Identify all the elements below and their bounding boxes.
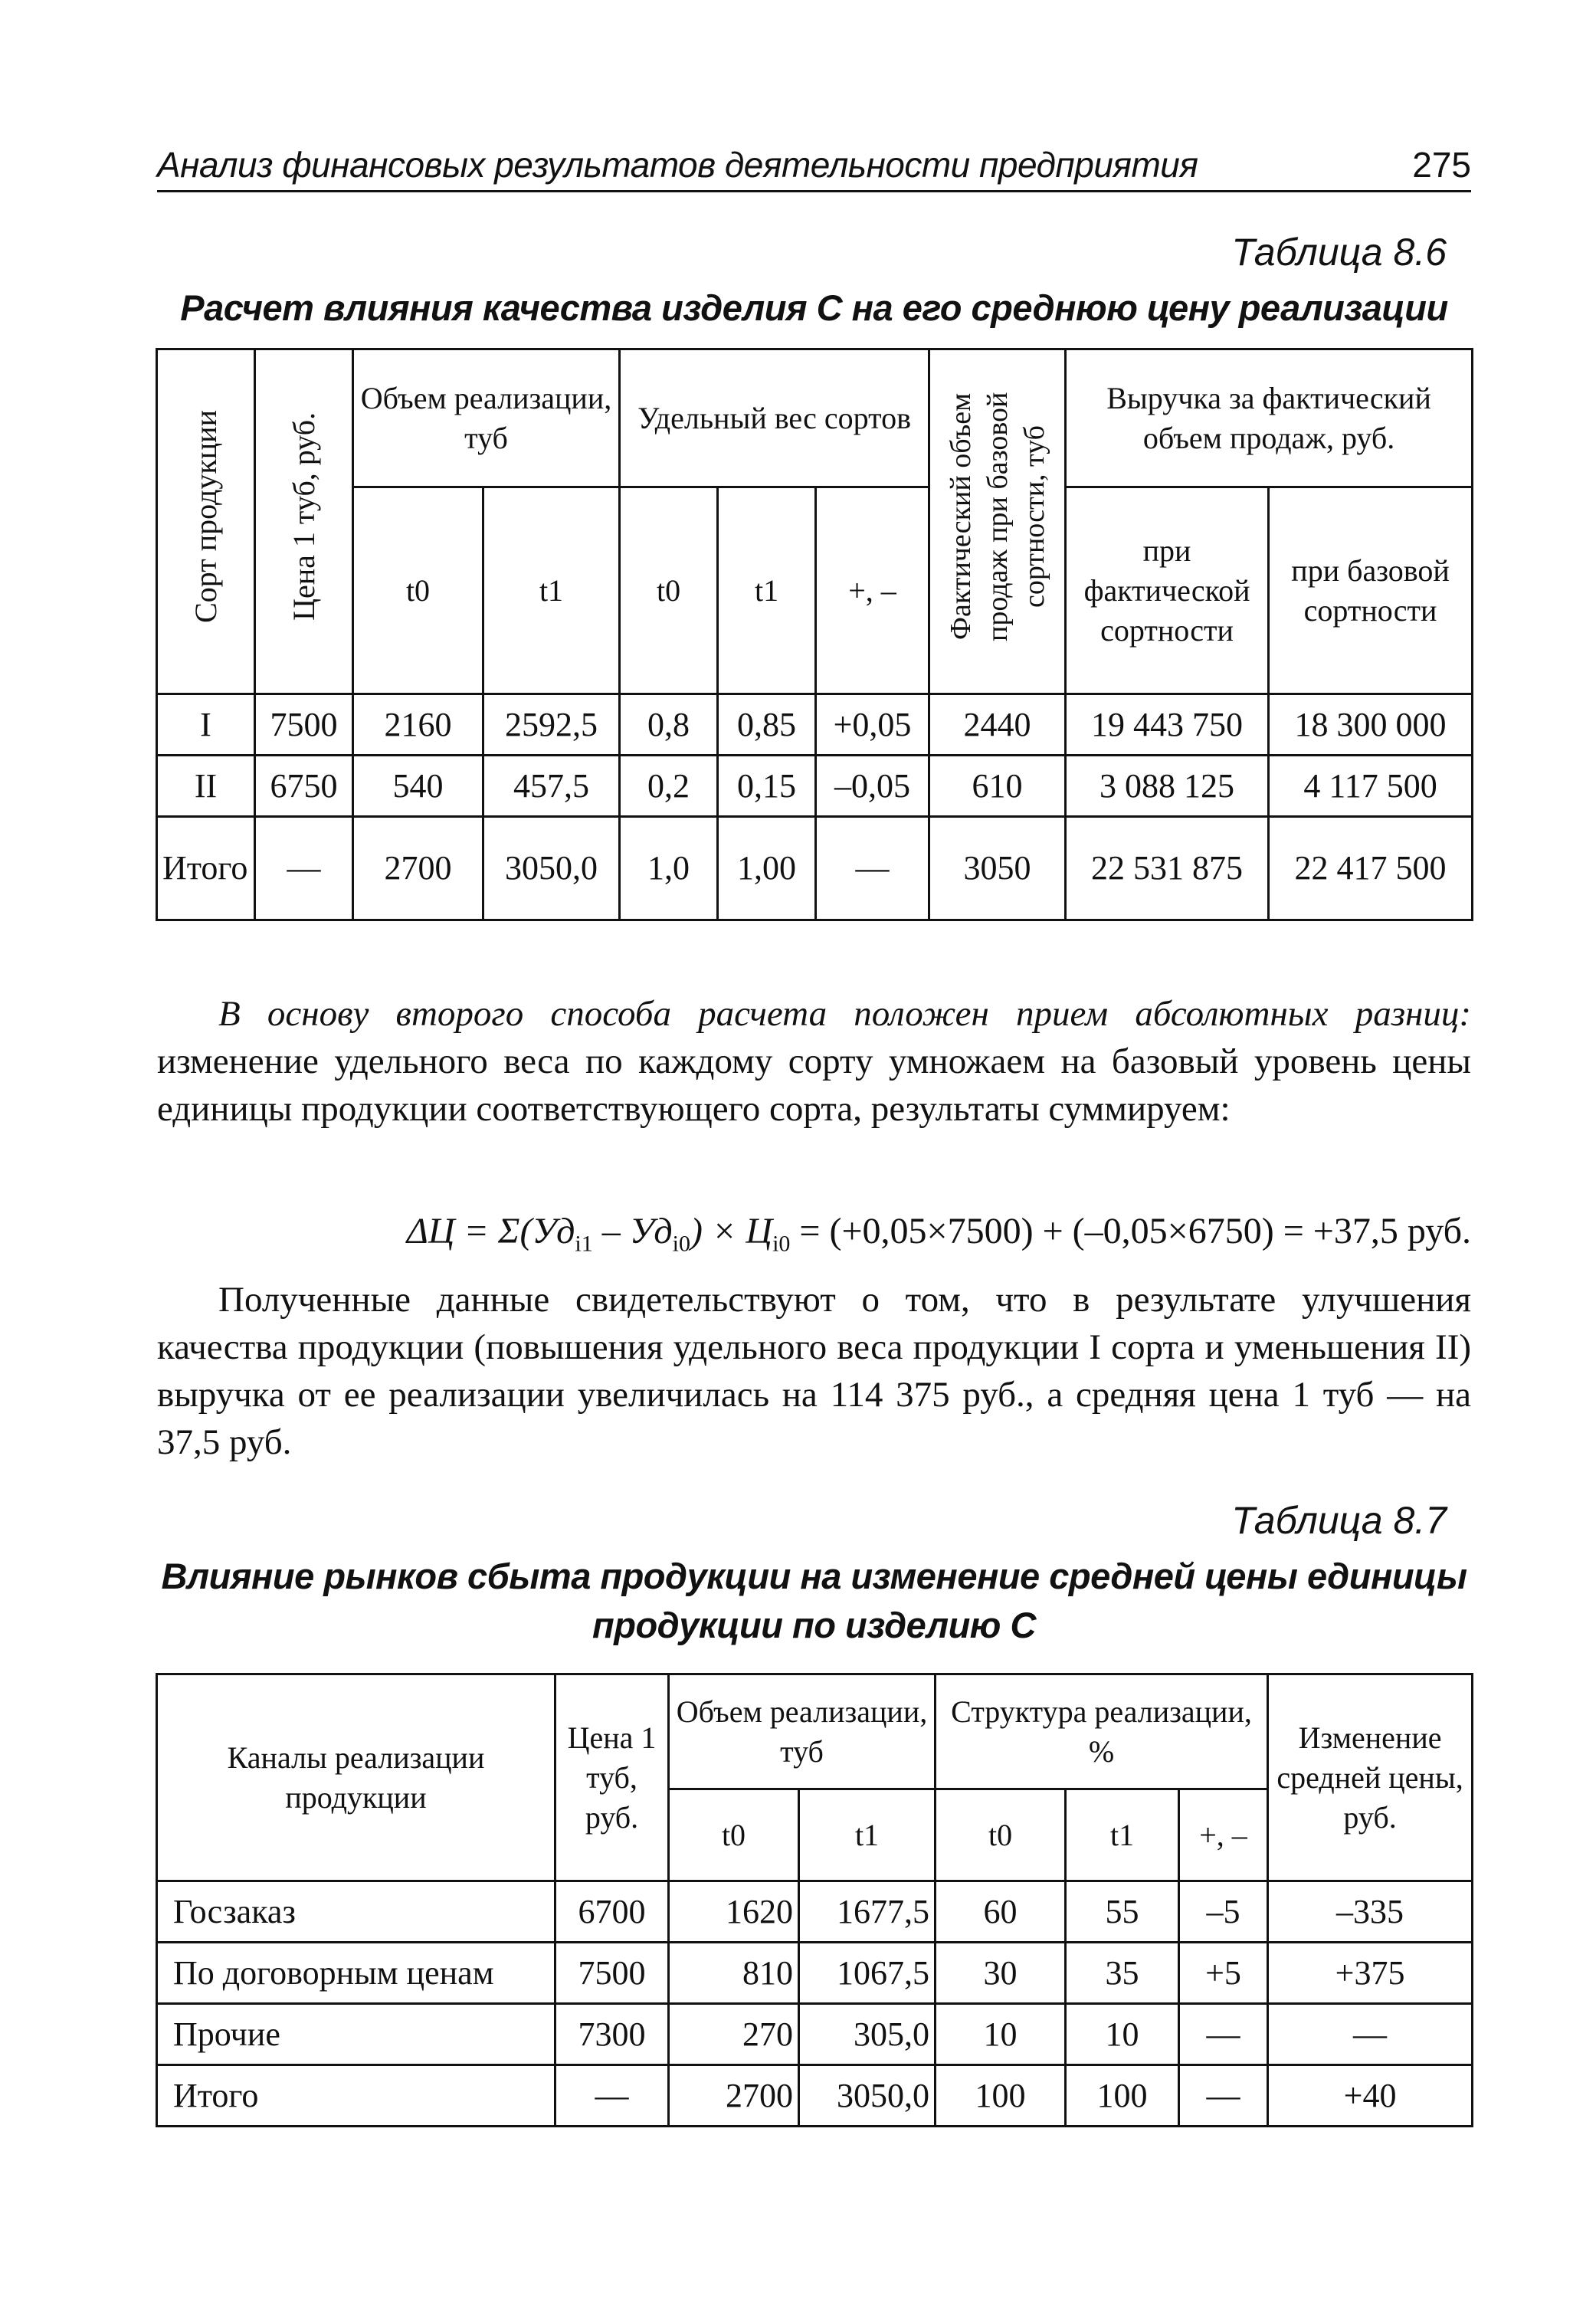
cell-volume-t0: 2700 bbox=[669, 2065, 799, 2127]
cell-price: 7300 bbox=[555, 2004, 669, 2065]
cell-structure-t0: 10 bbox=[936, 2004, 1066, 2065]
table-8-7 bbox=[156, 1673, 1473, 2127]
cell-rev-base: 18 300 000 bbox=[1269, 694, 1473, 756]
cell-rev-actual: 3 088 125 bbox=[1066, 756, 1269, 817]
formula bbox=[176, 1208, 1471, 1268]
paragraph-second-method bbox=[157, 990, 1471, 1133]
cell-structure-t0: 100 bbox=[936, 2065, 1066, 2127]
cell-actual-volume: 2440 bbox=[929, 694, 1066, 756]
cell-volume-t1: 305,0 bbox=[799, 2004, 936, 2065]
cell-share-t1: 0,85 bbox=[718, 694, 816, 756]
cell-volume-t1: 1677,5 bbox=[799, 1881, 936, 1943]
cell-share-delta: +0,05 bbox=[816, 694, 929, 756]
table-row bbox=[157, 1943, 1473, 2004]
table-8-6-caption: Расчет влияния качества изделия С на его среднюю цену реализации bbox=[180, 287, 1448, 328]
formula-sub: i1 bbox=[575, 1231, 593, 1257]
cell-volume-t1: 457,5 bbox=[483, 756, 620, 817]
formula-sub: i0 bbox=[672, 1231, 691, 1257]
cell-grade: II bbox=[157, 756, 255, 817]
table-row bbox=[157, 756, 1473, 817]
table-row bbox=[157, 694, 1473, 756]
table-8-7-caption bbox=[157, 1552, 1471, 1650]
cell-structure-t1: 35 bbox=[1066, 1943, 1179, 2004]
cell-price: 6750 bbox=[255, 756, 353, 817]
paragraph-body: изменение удельного веса по каждому сорту умножаем на базовый уровень цены единицы продукции соответствующего сорта, результаты суммируем: bbox=[157, 1041, 1471, 1129]
cell-structure-delta: –5 bbox=[1179, 1881, 1268, 1943]
cell-structure-t0: 60 bbox=[936, 1881, 1066, 1943]
cell-price: 7500 bbox=[255, 694, 353, 756]
cell-share-t0: 0,8 bbox=[620, 694, 718, 756]
table-8-7-caption-line1: Влияние рынков сбыта продукции на изменение средней цены единицы bbox=[161, 1556, 1467, 1596]
table-row-total bbox=[157, 2065, 1473, 2127]
cell-structure-t1: 10 bbox=[1066, 2004, 1179, 2065]
cell-change: +375 bbox=[1268, 1943, 1473, 2004]
cell-share-t1: 1,00 bbox=[718, 817, 816, 920]
table-row bbox=[157, 2004, 1473, 2065]
header-share-t0: t0 bbox=[620, 487, 718, 694]
header-structure-t1: t1 bbox=[1066, 1789, 1179, 1881]
table-8-7-label: Таблица 8.7 bbox=[1231, 1499, 1447, 1542]
table-row bbox=[157, 1881, 1473, 1943]
table-8-7-caption-line2: продукции по изделию С bbox=[592, 1605, 1036, 1645]
cell-share-t0: 1,0 bbox=[620, 817, 718, 920]
formula-mid: – Уд bbox=[592, 1211, 673, 1251]
cell-change: –335 bbox=[1268, 1881, 1473, 1943]
header-channel: Каналы реализации продукции bbox=[157, 1674, 555, 1881]
cell-volume-t1: 3050,0 bbox=[799, 2065, 936, 2127]
cell-grade: Итого bbox=[157, 817, 255, 920]
cell-volume-t1: 1067,5 bbox=[799, 1943, 936, 2004]
header-volume-t1: t1 bbox=[483, 487, 620, 694]
cell-rev-base: 4 117 500 bbox=[1269, 756, 1473, 817]
formula-mid2: ) × Ц bbox=[690, 1211, 773, 1251]
cell-actual-volume: 610 bbox=[929, 756, 1066, 817]
cell-rev-actual: 19 443 750 bbox=[1066, 694, 1269, 756]
cell-actual-volume: 3050 bbox=[929, 817, 1066, 920]
cell-price: 7500 bbox=[555, 1943, 669, 2004]
running-title: Анализ финансовых результатов деятельности предприятия bbox=[157, 145, 1198, 185]
cell-rev-base: 22 417 500 bbox=[1269, 817, 1473, 920]
cell-structure-delta: +5 bbox=[1179, 1943, 1268, 2004]
cell-volume-t1: 2592,5 bbox=[483, 694, 620, 756]
cell-rev-actual: 22 531 875 bbox=[1066, 817, 1269, 920]
cell-price: — bbox=[555, 2065, 669, 2127]
formula-sub: i0 bbox=[772, 1231, 791, 1257]
cell-volume-t1: 3050,0 bbox=[483, 817, 620, 920]
table-row-total bbox=[157, 817, 1473, 920]
cell-channel: Госзаказ bbox=[157, 1881, 555, 1943]
header-share-delta: +, – bbox=[816, 487, 929, 694]
cell-share-delta: –0,05 bbox=[816, 756, 929, 817]
cell-share-t1: 0,15 bbox=[718, 756, 816, 817]
header-volume: Объем реализации, туб bbox=[669, 1674, 936, 1789]
cell-structure-delta: — bbox=[1179, 2065, 1268, 2127]
header-structure-t0: t0 bbox=[936, 1789, 1066, 1881]
cell-volume-t0: 1620 bbox=[669, 1881, 799, 1943]
running-head bbox=[157, 136, 1471, 192]
header-structure-delta: +, – bbox=[1179, 1789, 1268, 1881]
paragraph-lead: В основу второго способа расчета положен прием абсолютных разниц: bbox=[218, 994, 1471, 1034]
header-revenue: Выручка за фактический объем продаж, руб. bbox=[1066, 349, 1473, 487]
cell-price: — bbox=[255, 817, 353, 920]
header-volume-t0: t0 bbox=[353, 487, 483, 694]
table-8-6 bbox=[156, 348, 1473, 921]
cell-share-delta: — bbox=[816, 817, 929, 920]
page-number: 275 bbox=[1412, 145, 1471, 185]
cell-change: +40 bbox=[1268, 2065, 1473, 2127]
header-grade: Сорт продукции bbox=[157, 349, 255, 694]
header-change: Изменение средней цены, руб. bbox=[1268, 1674, 1473, 1881]
header-share-t1: t1 bbox=[718, 487, 816, 694]
formula-rhs: = (+0,05×7500) + (–0,05×6750) = +37,5 руб. bbox=[790, 1211, 1471, 1251]
cell-structure-t1: 100 bbox=[1066, 2065, 1179, 2127]
header-share: Удельный вес сортов bbox=[620, 349, 929, 487]
cell-channel: Прочие bbox=[157, 2004, 555, 2065]
header-volume-t0: t0 bbox=[669, 1789, 799, 1881]
cell-structure-t1: 55 bbox=[1066, 1881, 1179, 1943]
header-rev-actual: при фактической сортности bbox=[1066, 487, 1269, 694]
header-structure: Структура реализации, % bbox=[936, 1674, 1268, 1789]
header-volume-t1: t1 bbox=[799, 1789, 936, 1881]
cell-volume-t0: 270 bbox=[669, 2004, 799, 2065]
paragraph-conclusion: Полученные данные свидетельствуют о том, что в результате улучшения качества продукции (повышения удельного веса продукции I сорта и уменьшения II) выручка от ее реализации увеличилась на 114 375 руб., а средняя цена 1 туб — на 37,5 руб. bbox=[157, 1280, 1471, 1462]
cell-change: — bbox=[1268, 2004, 1473, 2065]
cell-volume-t0: 2700 bbox=[353, 817, 483, 920]
cell-price: 6700 bbox=[555, 1881, 669, 1943]
cell-volume-t0: 810 bbox=[669, 1943, 799, 2004]
header-volume: Объем реализации, туб bbox=[353, 349, 620, 487]
header-actual-volume: Фактический объем продаж при базовой сортности, туб bbox=[929, 349, 1066, 694]
table-8-6-label: Таблица 8.6 bbox=[1231, 231, 1447, 274]
cell-channel: По договорным ценам bbox=[157, 1943, 555, 2004]
cell-channel: Итого bbox=[157, 2065, 555, 2127]
header-rev-base: при базовой сортности bbox=[1269, 487, 1473, 694]
cell-volume-t0: 2160 bbox=[353, 694, 483, 756]
cell-grade: I bbox=[157, 694, 255, 756]
header-price: Цена 1 туб, руб. bbox=[255, 349, 353, 694]
header-price: Цена 1 туб, руб. bbox=[555, 1674, 669, 1881]
cell-structure-delta: — bbox=[1179, 2004, 1268, 2065]
cell-structure-t0: 30 bbox=[936, 1943, 1066, 2004]
formula-lhs: ΔЦ = Σ(Уд bbox=[406, 1211, 575, 1251]
cell-share-t0: 0,2 bbox=[620, 756, 718, 817]
cell-volume-t0: 540 bbox=[353, 756, 483, 817]
